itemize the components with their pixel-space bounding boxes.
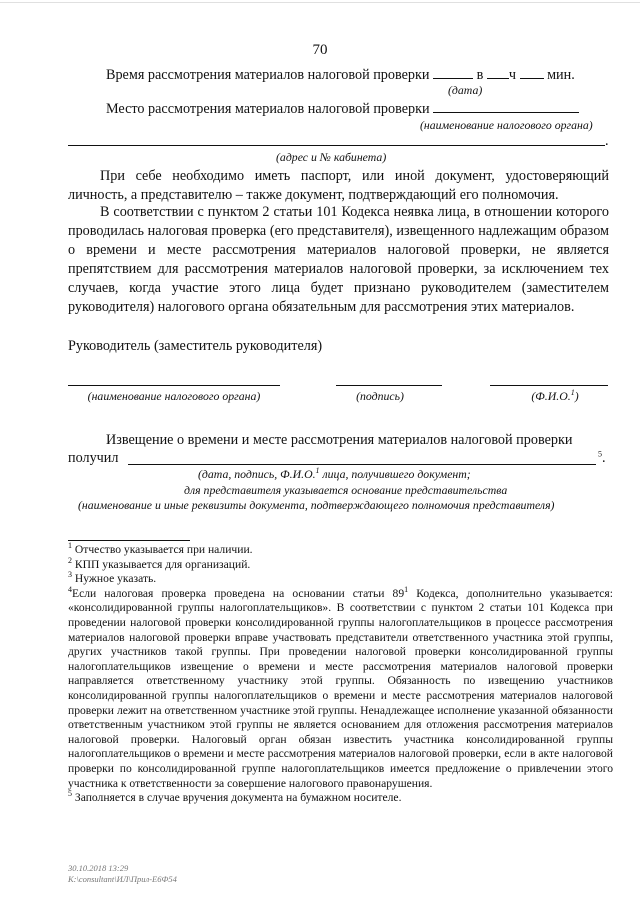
received-end xyxy=(598,450,606,467)
fio-footnote-ref: 1 xyxy=(570,388,575,398)
hours-blank xyxy=(487,66,509,79)
footnote-1: $^1$ Отчество указывается при наличии. xyxy=(68,541,253,556)
address-line-dot: . xyxy=(605,133,609,149)
received-caption-1b: лица, получившего документ; xyxy=(319,467,471,481)
review-time-line xyxy=(106,66,575,84)
passport-paragraph: При себе необходимо иметь паспорт, или иной документ, удостоверяющий личность, а представителю – также документ, подтверждающий его полномочия. xyxy=(68,168,609,203)
head-label: Руководитель (заместитель руководителя) xyxy=(68,338,323,354)
time-v-label: в xyxy=(476,67,484,83)
received-caption-sup: 1 xyxy=(315,466,320,476)
page-number: 70 xyxy=(312,42,328,58)
received-dot: . xyxy=(602,450,606,466)
footnotes xyxy=(68,543,613,806)
date-caption: (дата) xyxy=(448,83,483,97)
fio-caption xyxy=(520,389,590,404)
notice-title: Извещение о времени и месте рассмотрения материалов налоговой проверки xyxy=(106,432,573,448)
fio-line xyxy=(490,385,608,386)
print-stamp-date: 30.10.2018 13:29 xyxy=(68,863,129,873)
org-signature-line xyxy=(68,385,280,386)
footnote-separator xyxy=(68,540,190,541)
review-place-label: Место рассмотрения материалов налоговой проверки xyxy=(106,101,430,117)
place-blank xyxy=(433,100,579,113)
received-caption-1 xyxy=(198,467,471,482)
received-footnote-ref: 5 xyxy=(598,449,602,459)
footnote-3: $^3$ Нужное указать. xyxy=(68,570,157,586)
address-caption: (адрес и № кабинета) xyxy=(276,150,387,164)
sign-caption: (подпись) xyxy=(356,389,404,403)
received-label: получил xyxy=(68,450,119,466)
absence-paragraph: В соответствии с пунктом 2 статьи 101 Кодекса неявка лица, в отношении которого проводилась налоговая проверка (его представителя), извещенного надлежащим образом о времени и месте рассмотрения материалов налоговой проверки, не является препятствием для рассмотрения материалов налоговой проверки, за исключением тех случаев, когда участие этого лица будет признано руководителем (заместителем руководителя) налогового органа обязательным для рассмотрения этих материалов. xyxy=(68,204,609,315)
footnote-2: $^2$ КПП указывается для организаций. xyxy=(68,555,251,571)
review-place-line xyxy=(106,100,579,118)
minutes-label: мин. xyxy=(547,67,575,83)
received-caption-3: (наименование и иные реквизиты документа, подтверждающего полномочия представителя) xyxy=(78,498,555,512)
received-blank xyxy=(128,464,596,465)
footnote-5: $^5$ Заполняется в случае вручения документа на бумажном носителе. xyxy=(68,789,402,805)
received-caption-2: для представителя указывается основание представительства xyxy=(184,483,508,497)
received-caption-1a: (дата, подпись, Ф.И.О. xyxy=(198,467,316,481)
date-blank xyxy=(433,66,473,79)
hours-label: ч xyxy=(508,67,516,83)
fio-caption-text: (Ф.И.О. xyxy=(531,389,571,403)
print-stamp xyxy=(68,863,177,885)
top-border xyxy=(0,2,640,3)
print-stamp-path: К:\consultant\ИЛ\Прил-Е6Ф54 xyxy=(68,874,177,884)
address-line xyxy=(68,145,605,146)
fio-caption-close: ) xyxy=(574,389,579,403)
sign-line xyxy=(336,385,442,386)
footnote-4: $^4$Если налоговая проверка проведена на основании статьи $89^1$ Кодекса, дополнительно указывается: «консолидированной группы налогоплательщиков». В соответствии с пунктом 2 статьи 101 Кодекса при проведении налоговой проверки консолидированной группы налогоплательщиков в процессе рассмотрения материалов налоговой проверки вправе участвовать представители ответственного участника этой группы, других участников такой группы. При проведении налоговой проверки консолидированной группы налогоплательщиков извещение о времени и месте рассмотрения материалов налоговой проверки направляется ответственному участнику этой группы. Обязанность по извещению участников консолидированной группы налогоплательщиков о времени и месте рассмотрения материалов налоговой проверки лежит на ответственном участнике этой группы. Ненадлежащее исполнение указанной обязанности ответственным участником этой группы не является основанием для отложения рассмотрения материалов налоговой проверки. Налоговый орган обязан известить участника консолидированной группы налогоплательщиков о времени и месте рассмотрения материалов налоговой проверки, если в акте налоговой проверки по консолидированной группе налогоплательщиков имеется предложение о привлечении этого участника к ответственности за совершение налогового правонарушения. xyxy=(68,584,613,790)
review-time-label: Время рассмотрения материалов налоговой проверки xyxy=(106,67,430,83)
notice-received-line xyxy=(68,450,118,467)
tax-authority-caption: (наименование налогового органа) xyxy=(420,118,593,132)
minutes-blank xyxy=(520,66,544,79)
org-signature-caption: (наименование налогового органа) xyxy=(87,389,261,403)
